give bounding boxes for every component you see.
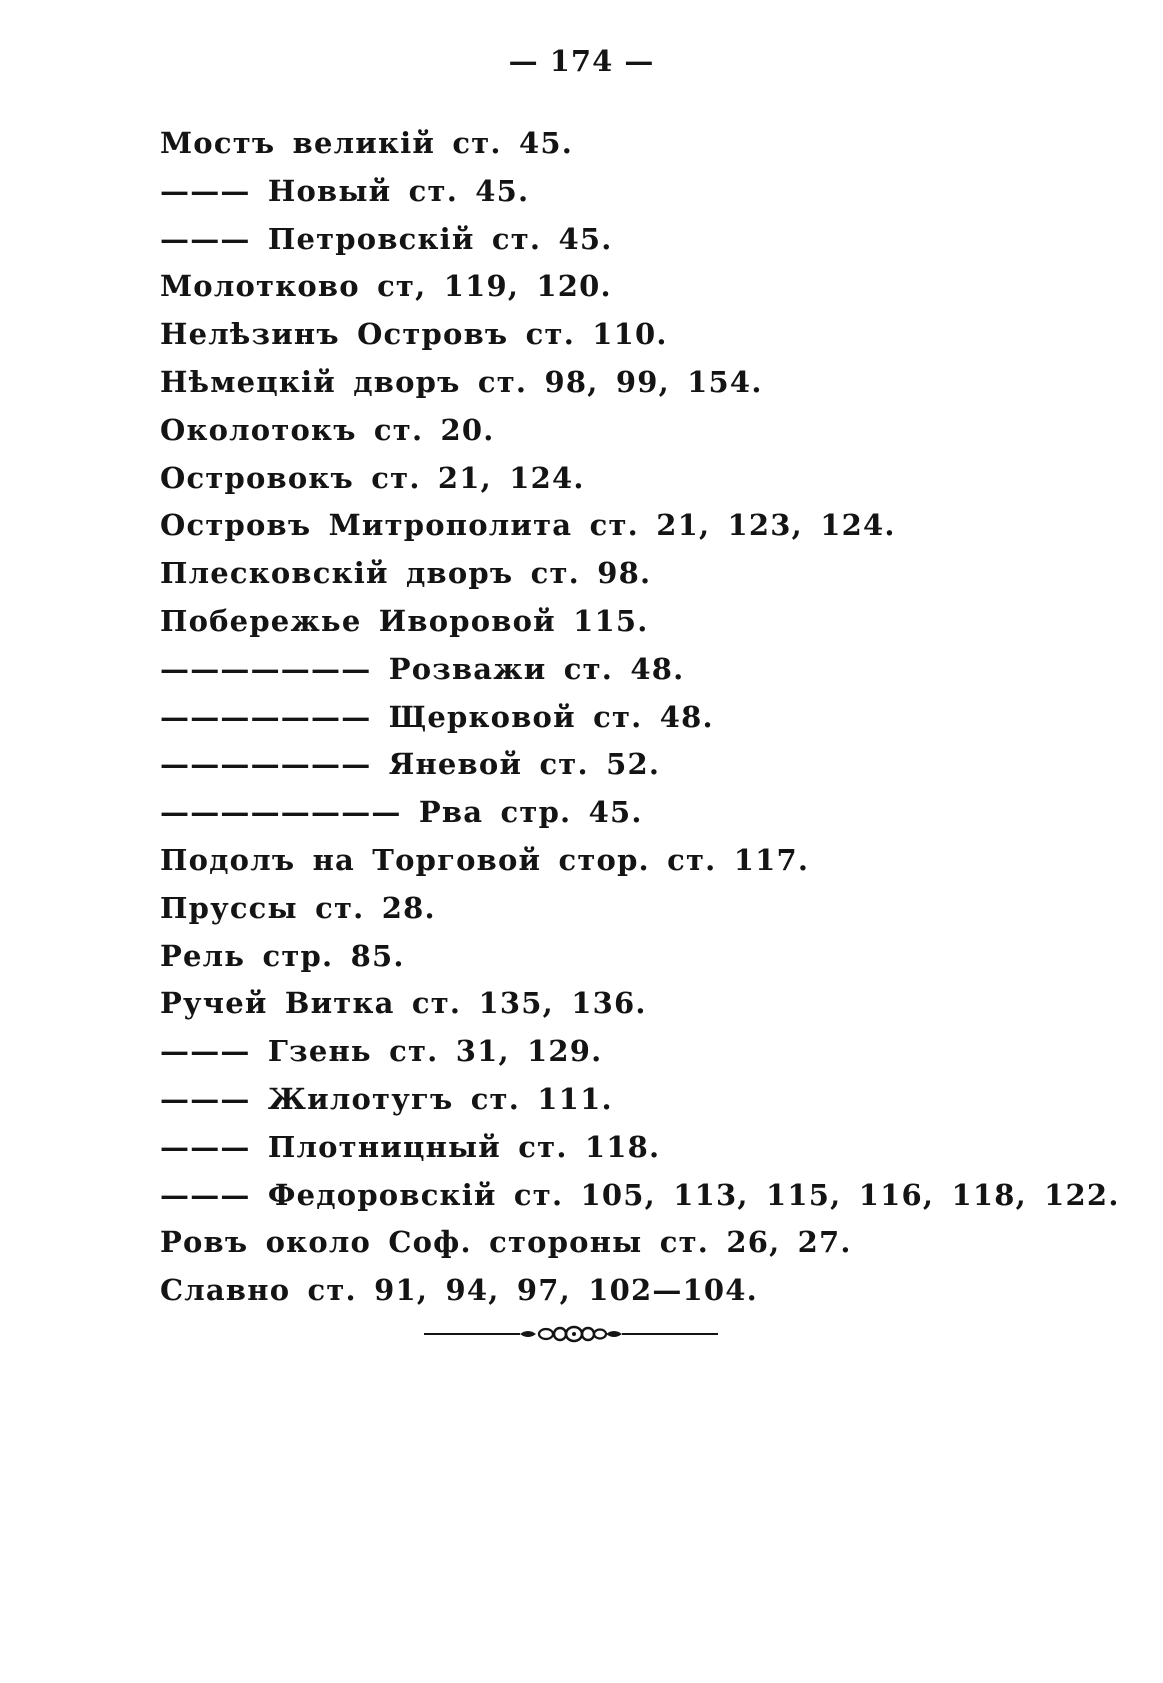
index-entry: ——————— Розважи ст. 48. (160, 651, 685, 686)
index-entry: Побережье Иворовой 115. (160, 603, 649, 638)
index-entry: Молотково ст, 119, 120. (160, 269, 612, 304)
index-entry: Плесковскій дворъ ст. 98. (160, 556, 652, 591)
index-entry: ——————— Щерковой ст. 48. (160, 699, 714, 734)
index-entry: ——— Новый ст. 45. (160, 173, 530, 208)
index-entry: Островокъ ст. 21, 124. (160, 460, 585, 495)
ornament-divider (424, 1322, 718, 1346)
index-entry: Подолъ на Торговой стор. ст. 117. (160, 842, 810, 877)
place-index-list (160, 120, 1120, 1315)
index-entry: Ручей Витка ст. 135, 136. (160, 986, 647, 1021)
index-entry: Околотокъ ст. 20. (160, 412, 495, 447)
index-entry: ———————— Рва стр. 45. (160, 795, 643, 830)
index-entry: Рель стр. 85. (160, 938, 405, 973)
index-entry: ——— Петровскій ст. 45. (160, 221, 613, 256)
index-entry: Нелѣзинъ Островъ ст. 110. (160, 317, 668, 352)
index-entry: Нѣмецкій дворъ ст. 98, 99, 154. (160, 364, 763, 399)
index-entry: ——— Плотницный ст. 118. (160, 1129, 661, 1164)
index-entry: Островъ Митрополита ст. 21, 123, 124. (160, 508, 896, 543)
index-entry: ——— Жилотугъ ст. 111. (160, 1081, 613, 1116)
index-entry: Мостъ великій ст. 45. (160, 126, 574, 160)
index-entry: Пруссы ст. 28. (160, 890, 436, 925)
index-entry: ——— Гзень ст. 31, 129. (160, 1034, 603, 1069)
index-entry: Ровъ около Соф. стороны ст. 26, 27. (160, 1225, 852, 1260)
index-entry: ——— Федоровскій ст. 105, 113, 115, 116, 118, 122. (160, 1177, 1120, 1212)
index-entry: Славно ст. 91, 94, 97, 102—104. (160, 1273, 758, 1308)
index-entry: ——————— Яневой ст. 52. (160, 747, 661, 782)
page-number: — 174 — (508, 44, 655, 78)
